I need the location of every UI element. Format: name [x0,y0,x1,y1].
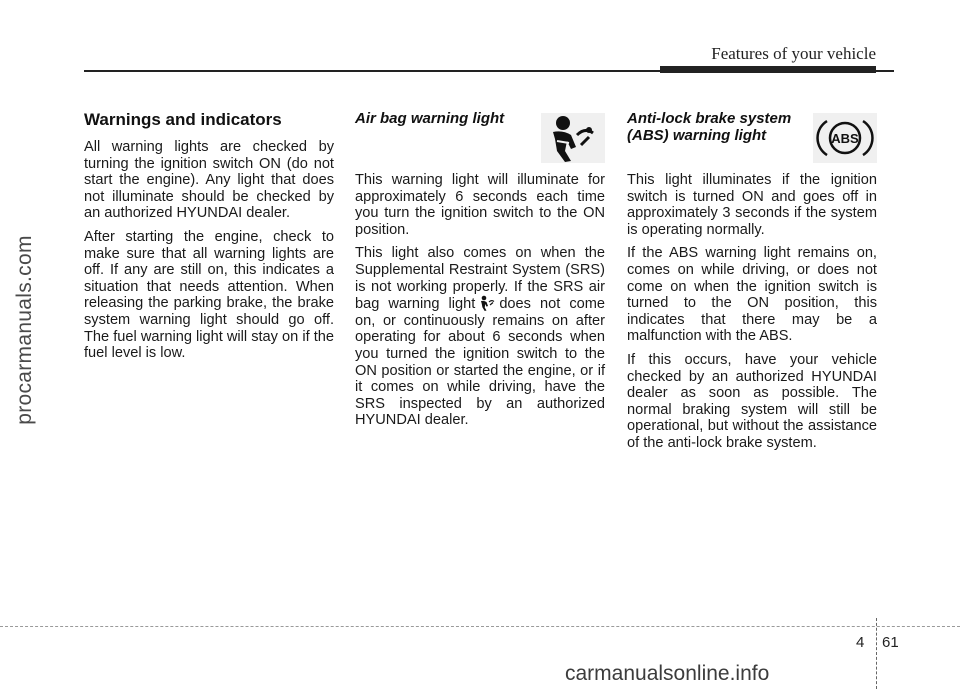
paragraph [355,245,605,429]
paragraph: This warning light will illuminate for approximately 6 seconds each time you turn the ignition switch to the ON position. [355,172,605,238]
airbag-warning-icon [541,113,605,163]
abs-section [627,110,877,459]
airbag-section [355,110,605,436]
paragraph-text: does not come on, or continuously remains on after operating for about 6 seconds when you turned the ignition switch to the ON position or started the engine, or if it comes on while driving, have the SRS inspected by an authorized HYUNDAI dealer. [355,296,606,429]
paragraph: All warning lights are checked by turning the ignition switch ON (do not start the engine). Any light that does not illuminate should be checked by an authorized HYUNDAI dealer. [84,139,334,222]
warnings-section [84,110,334,369]
chapter-number: 4 [856,634,865,651]
paragraph-text: This light also comes on when the Supplemental Restraint System (SRS) is not working properly. If the SRS air bag warning light [355,245,605,313]
header-rule-accent [660,66,876,73]
side-watermark: procarmanuals.com [13,235,36,425]
paragraph: If this occurs, have your vehicle checked by an authorized HYUNDAI dealer as soon as possible. The normal braking system will still be operational, but without the assistance of the anti-lock brake system. [627,351,877,451]
bottom-watermark: carmanualsonline.info [565,662,770,685]
paragraph: This light illuminates if the ignition switch is turned ON and goes off in approximately 3 seconds if the system is operating normally. [627,172,877,238]
section-title: Anti-lock brake system (ABS) warning light [627,110,792,144]
section-title: Warnings and indicators [84,110,282,129]
page-number-separator [876,618,877,689]
footer-rule [0,626,960,627]
airbag-inline-icon [478,295,496,311]
page-header-title: Features of your vehicle [711,44,876,63]
section-title: Air bag warning light [355,110,505,127]
abs-warning-icon [813,113,877,163]
abs-icon-label: ABS [831,131,859,146]
page-number: 61 [882,634,899,651]
paragraph: If the ABS warning light remains on, comes on while driving, or does not come on when the ignition switch is turned to the ON position, this indicates that there may be a malfunction with the ABS. [627,245,877,345]
paragraph: After starting the engine, check to make sure that all warning lights are off. If any are still on, this indicates a situation that needs attention. When releasing the parking brake, the brake system warning light should go off. The fuel warning light will stay on if the fuel level is low. [84,228,334,362]
